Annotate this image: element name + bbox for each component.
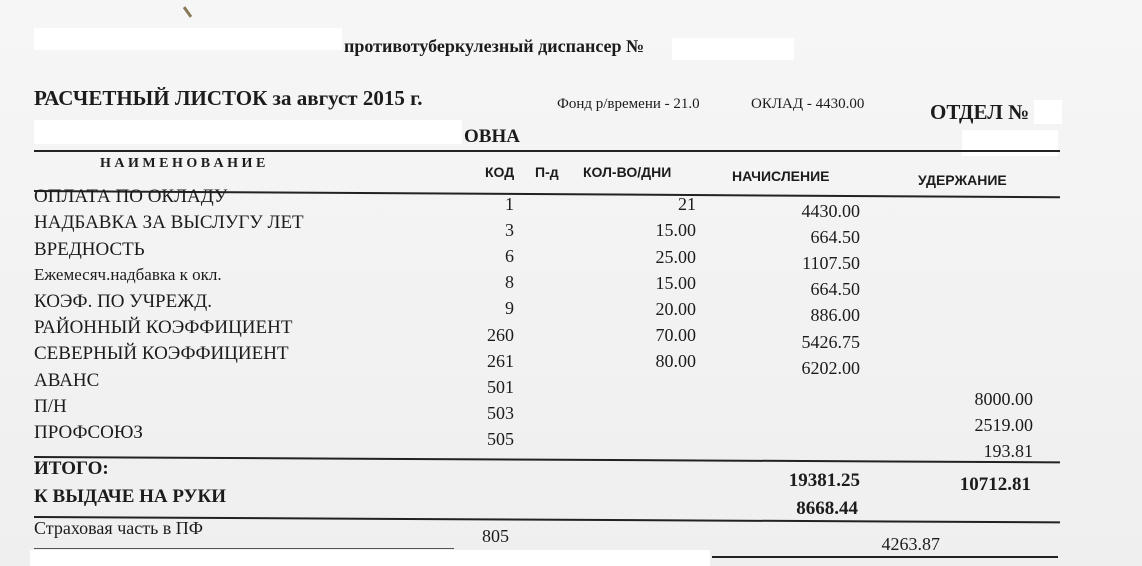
row-name: ВРЕДНОСТЬ — [34, 238, 145, 260]
row-qty: 15.00 — [655, 220, 696, 241]
row-name: Ежемесяч.надбавка к окл. — [34, 264, 222, 284]
row-code: 8 — [505, 272, 514, 293]
row-code: 6 — [505, 246, 514, 267]
row-name: ПРОФСОЮЗ — [34, 421, 143, 443]
page-title: РАСЧЕТНЫЙ ЛИСТОК за август 2015 г. — [34, 86, 423, 110]
row-qty: 25.00 — [655, 246, 696, 267]
totals-label: ИТОГО: — [34, 458, 109, 479]
row-accrual: 6202.00 — [801, 357, 860, 378]
row-name: РАЙОННЫЙ КОЭФФИЦИЕНТ — [34, 317, 293, 339]
row-deduction: 2519.00 — [974, 414, 1033, 435]
row-code: 501 — [487, 377, 514, 398]
salary: ОКЛАД - 4430.00 — [751, 96, 865, 112]
insurance-value: 4263.87 — [881, 534, 940, 554]
col-code: КОД — [485, 164, 515, 180]
redacted-department-2 — [962, 130, 1058, 156]
redacted-institution — [34, 28, 342, 50]
department: ОТДЕЛ № — [930, 100, 1030, 124]
row-qty: 80.00 — [655, 351, 696, 372]
insurance-label: Страховая часть в ПФ — [34, 518, 204, 538]
col-deduction: УДЕРЖАНИЕ — [918, 172, 1007, 188]
redacted-number — [672, 38, 794, 60]
row-name: СЕВЕРНЫЙ КОЭФФИЦИЕНТ — [34, 343, 289, 365]
row-name: П/Н — [34, 395, 67, 417]
total-accrual: 19381.25 — [788, 470, 860, 491]
insurance-rule-right — [712, 556, 1058, 558]
row-qty: 21 — [678, 194, 696, 215]
row-accrual: 1107.50 — [802, 253, 860, 274]
row-accrual: 5426.75 — [801, 331, 860, 352]
row-name: ОПЛАТА ПО ОКЛАДУ — [34, 186, 228, 208]
row-name: КОЭФ. ПО УЧРЕЖД. — [34, 290, 212, 312]
row-accrual: 886.00 — [810, 305, 860, 326]
insurance-rule — [34, 548, 454, 549]
row-accrual: 4430.00 — [801, 200, 860, 221]
header-rule — [34, 150, 1060, 152]
total-deduction: 10712.81 — [959, 474, 1031, 495]
row-code: 261 — [487, 350, 514, 371]
col-name: Н А И М Е Н О В А Н И Е — [100, 156, 266, 171]
insurance-code: 805 — [482, 526, 509, 546]
payout-value: 8668.44 — [796, 498, 858, 519]
row-qty: 70.00 — [655, 325, 696, 346]
row-code: 503 — [487, 403, 514, 424]
row-code: 3 — [505, 219, 514, 240]
row-name: НАДБАВКА ЗА ВЫСЛУГУ ЛЕТ — [34, 212, 304, 234]
row-code: 260 — [487, 324, 514, 345]
fund-time: Фонд р/времени - 21.0 — [557, 96, 700, 112]
col-qty: КОЛ-ВО/ДНИ — [583, 164, 672, 180]
redacted-footer — [30, 550, 710, 566]
row-code: 505 — [487, 429, 514, 450]
employee-name-suffix: ОВНА — [464, 126, 520, 147]
institution-name: противотуберкулезный диспансер № — [344, 36, 645, 56]
row-code: 9 — [505, 298, 514, 319]
row-code: 1 — [505, 193, 514, 214]
col-accrual: НАЧИСЛЕНИЕ — [732, 168, 830, 184]
redacted-name — [34, 120, 462, 144]
row-deduction: 193.81 — [983, 441, 1033, 462]
row-accrual: 664.50 — [810, 279, 860, 300]
col-period: П-д — [535, 164, 559, 180]
payout-label: К ВЫДАЧЕ НА РУКИ — [34, 486, 227, 507]
row-accrual: 664.50 — [810, 226, 860, 247]
totals-rule — [34, 456, 1060, 463]
row-qty: 15.00 — [655, 272, 696, 293]
row-name: АВАНС — [34, 369, 100, 391]
row-qty: 20.00 — [655, 298, 696, 319]
scan-mark — [183, 6, 192, 18]
row-deduction: 8000.00 — [974, 388, 1033, 409]
redacted-department — [1034, 100, 1062, 124]
